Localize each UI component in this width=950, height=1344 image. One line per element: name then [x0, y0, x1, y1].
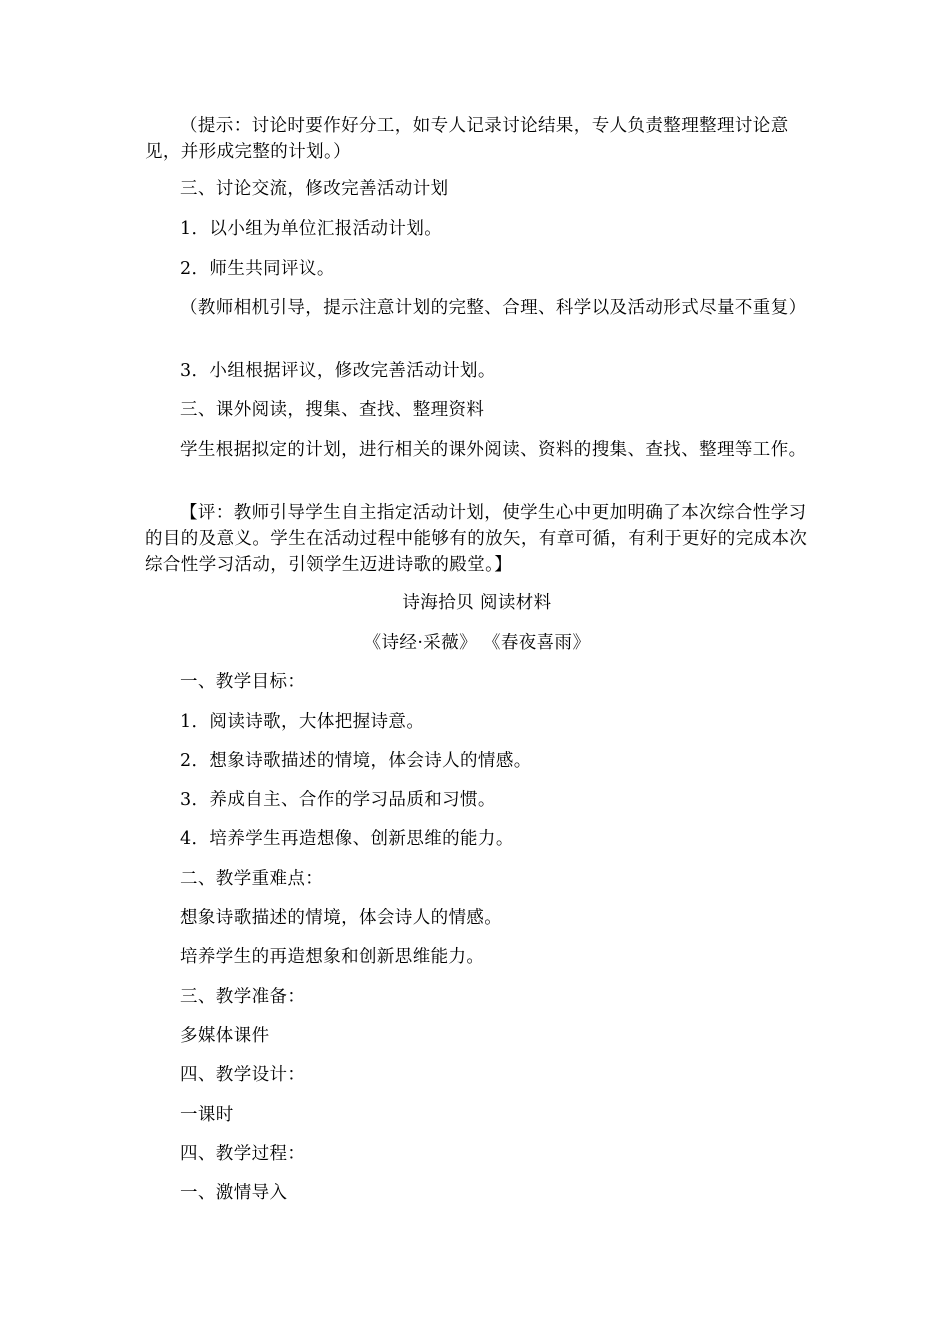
section-heading: 一、激情导入 — [180, 1183, 288, 1203]
section-heading: 四、教学过程： — [180, 1144, 306, 1164]
comment-paragraph: 【评：教师引导学生自主指定活动计划，使学生心中更加明确了本次综合性学习的目的及意义。学生在活动过程中能够有的放矢，有章可循，有利于更好的完成本次综合性学习活动，引领学生迈进诗歌的殿堂。】 — [145, 503, 808, 575]
body-paragraph: 一课时 — [180, 1105, 234, 1125]
section-heading: 三、教学准备： — [180, 987, 306, 1007]
list-item: 3．养成自主、合作的学习品质和习惯。 — [180, 790, 496, 810]
body-paragraph: 多媒体课件 — [180, 1026, 270, 1046]
list-item: 1．阅读诗歌，大体把握诗意。 — [180, 712, 425, 732]
section-title: 诗海拾贝 阅读材料 — [402, 593, 552, 613]
list-item: 1．以小组为单位汇报活动计划。 — [180, 219, 443, 239]
body-paragraph: 想象诗歌描述的情境，体会诗人的情感。 — [180, 908, 503, 928]
section-heading: 三、课外阅读，搜集、查找、整理资料 — [180, 400, 485, 420]
section-heading: 二、教学重难点： — [180, 869, 324, 889]
list-item: 4．培养学生再造想像、创新思维的能力。 — [180, 829, 514, 849]
hint-paragraph: （提示：讨论时要作好分工，如专人记录讨论结果，专人负责整理整理讨论意见，并形成完整的计划。） — [145, 116, 789, 162]
body-paragraph: 学生根据拟定的计划，进行相关的课外阅读、资料的搜集、查找、整理等工作。 — [180, 440, 807, 460]
section-heading: 一、教学目标： — [180, 672, 306, 692]
poem-titles: 《诗经·采薇》 《春夜喜雨》 — [363, 633, 591, 653]
list-item: 2．想象诗歌描述的情境，体会诗人的情感。 — [180, 751, 532, 771]
list-item: 3．小组根据评议，修改完善活动计划。 — [180, 361, 496, 381]
teacher-note-paragraph: （教师相机引导，提示注意计划的完整、合理、科学以及活动形式尽量不重复） — [180, 298, 807, 318]
body-paragraph: 培养学生的再造想象和创新思维能力。 — [180, 947, 485, 967]
section-heading: 四、教学设计： — [180, 1065, 306, 1085]
section-heading: 三、讨论交流，修改完善活动计划 — [180, 179, 449, 199]
list-item: 2．师生共同评议。 — [180, 259, 335, 279]
